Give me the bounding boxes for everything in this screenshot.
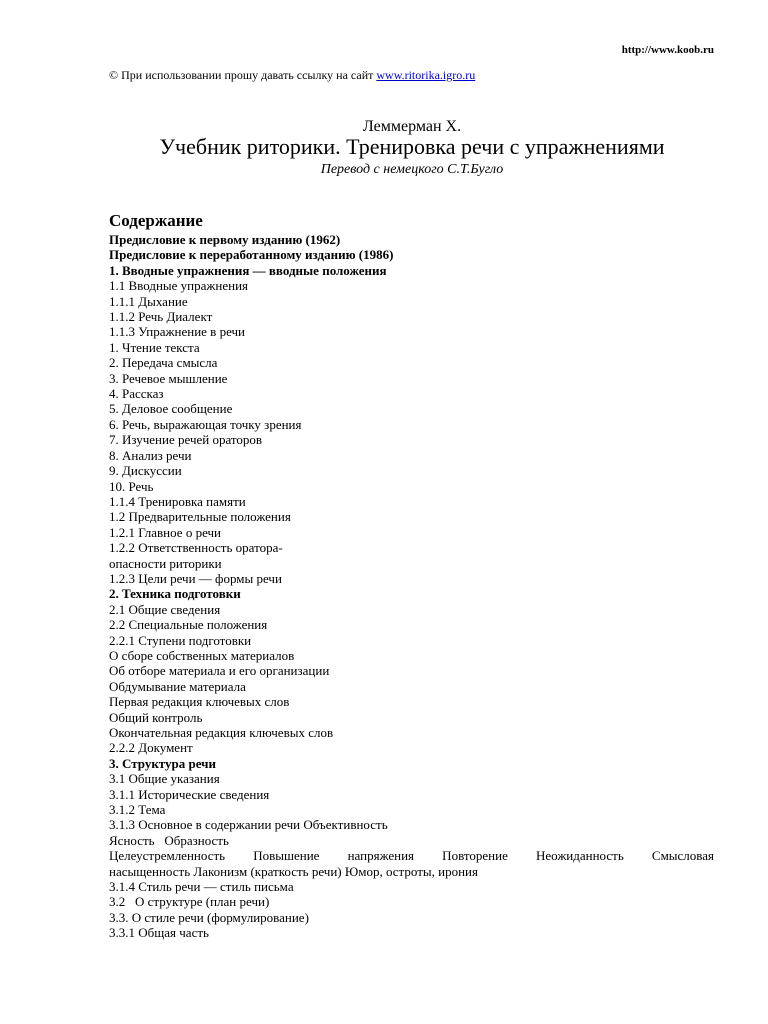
toc-item: О сборе собственных материалов bbox=[109, 647, 295, 663]
toc-item: 3.1.1 Исторические сведения bbox=[109, 786, 270, 802]
book-author: Леммерман Х. bbox=[362, 118, 462, 135]
toc-item: 3.3.1 Общая часть bbox=[109, 925, 209, 941]
toc-item: 1.1.4 Тренировка памяти bbox=[109, 493, 246, 509]
toc-item: 1.2 Предварительные положения bbox=[109, 509, 291, 525]
toc-item: 3.1.3 Основное в содержании речи Объективность bbox=[109, 817, 388, 833]
toc-item: 1.1.1 Дыхание bbox=[109, 293, 188, 309]
toc-item: 2.2 Специальные положения bbox=[109, 617, 268, 633]
toc-item: 1.2.3 Цели речи — формы речи bbox=[109, 570, 282, 586]
toc-item: 3. Структура речи bbox=[109, 755, 217, 771]
toc-item: Предисловие к первому изданию (1962) bbox=[109, 232, 341, 247]
toc-item: 10. Речь bbox=[109, 478, 154, 494]
usage-notice-text: © При использовании прошу давать ссылку на сайт bbox=[109, 68, 377, 82]
toc-item: 4. Рассказ bbox=[109, 386, 164, 402]
toc-item: 2.2.2 Документ bbox=[109, 740, 193, 756]
site-link[interactable]: http://www.koob.ru bbox=[621, 44, 714, 56]
toc-item: насыщенность Лаконизм (краткость речи) Юмор, остроты, ирония bbox=[109, 863, 478, 879]
toc-item: 2. Передача смысла bbox=[109, 355, 218, 371]
book-translation: Перевод с немецкого С.Т.Бугло bbox=[320, 162, 504, 177]
toc-item: 2.1 Общие сведения bbox=[109, 601, 221, 617]
toc-item: Первая редакция ключевых слов bbox=[109, 694, 290, 710]
usage-notice bbox=[109, 68, 475, 83]
toc-item: 1.2.1 Главное о речи bbox=[109, 524, 222, 540]
toc-item: Обдумывание материала bbox=[109, 678, 246, 694]
toc-item: 3.1 Общие указания bbox=[109, 771, 220, 787]
toc-item: Целеустремленность Повышение напряжения Повторение Неожиданность Смысловая bbox=[109, 848, 714, 864]
toc-item: 2.2.1 Ступени подготовки bbox=[109, 632, 252, 648]
ritorika-link[interactable]: www.ritorika.igro.ru bbox=[376, 68, 476, 82]
toc-item: Ясность Образность bbox=[109, 832, 229, 848]
toc-item: 3.2 О структуре (план речи) bbox=[109, 894, 270, 910]
toc-item: Об отборе материала и его организации bbox=[109, 663, 330, 679]
toc-item: Общий контроль bbox=[109, 709, 203, 725]
toc-item: 8. Анализ речи bbox=[109, 447, 192, 463]
toc-item: Окончательная редакция ключевых слов bbox=[109, 725, 334, 740]
toc-item: 1.1 Вводные упражнения bbox=[109, 278, 249, 294]
toc-item: 6. Речь, выражающая точку зрения bbox=[109, 416, 302, 432]
toc-item: 1. Вводные упражнения — вводные положения bbox=[109, 262, 387, 278]
contents-heading: Содержание bbox=[109, 211, 203, 230]
toc-item: 1.1.3 Упражнение в речи bbox=[109, 324, 246, 340]
table-of-contents bbox=[109, 232, 714, 941]
toc-item: 1. Чтение текста bbox=[109, 339, 200, 355]
toc-item: 3. Речевое мышление bbox=[109, 370, 228, 386]
toc-item: 3.1.4 Стиль речи — стиль письма bbox=[109, 879, 294, 895]
toc-item: 1.1.2 Речь Диалект bbox=[109, 309, 213, 325]
toc-item: 2. Техника подготовки bbox=[109, 586, 241, 602]
toc-item: 3.1.2 Тема bbox=[109, 802, 166, 818]
toc-item: 7. Изучение речей ораторов bbox=[109, 432, 263, 448]
toc-item: 5. Деловое сообщение bbox=[109, 401, 233, 417]
toc-item: опасности риторики bbox=[109, 555, 222, 571]
toc-item: 9. Дискуссии bbox=[109, 463, 182, 479]
toc-item: 1.2.2 Ответственность оратора- bbox=[109, 540, 283, 556]
toc-item: 3.3. О стиле речи (формулирование) bbox=[109, 909, 309, 925]
book-title: Учебник риторики. Тренировка речи с упражнениями bbox=[159, 134, 665, 159]
toc-item: Предисловие к переработанному изданию (1986) bbox=[109, 247, 394, 263]
